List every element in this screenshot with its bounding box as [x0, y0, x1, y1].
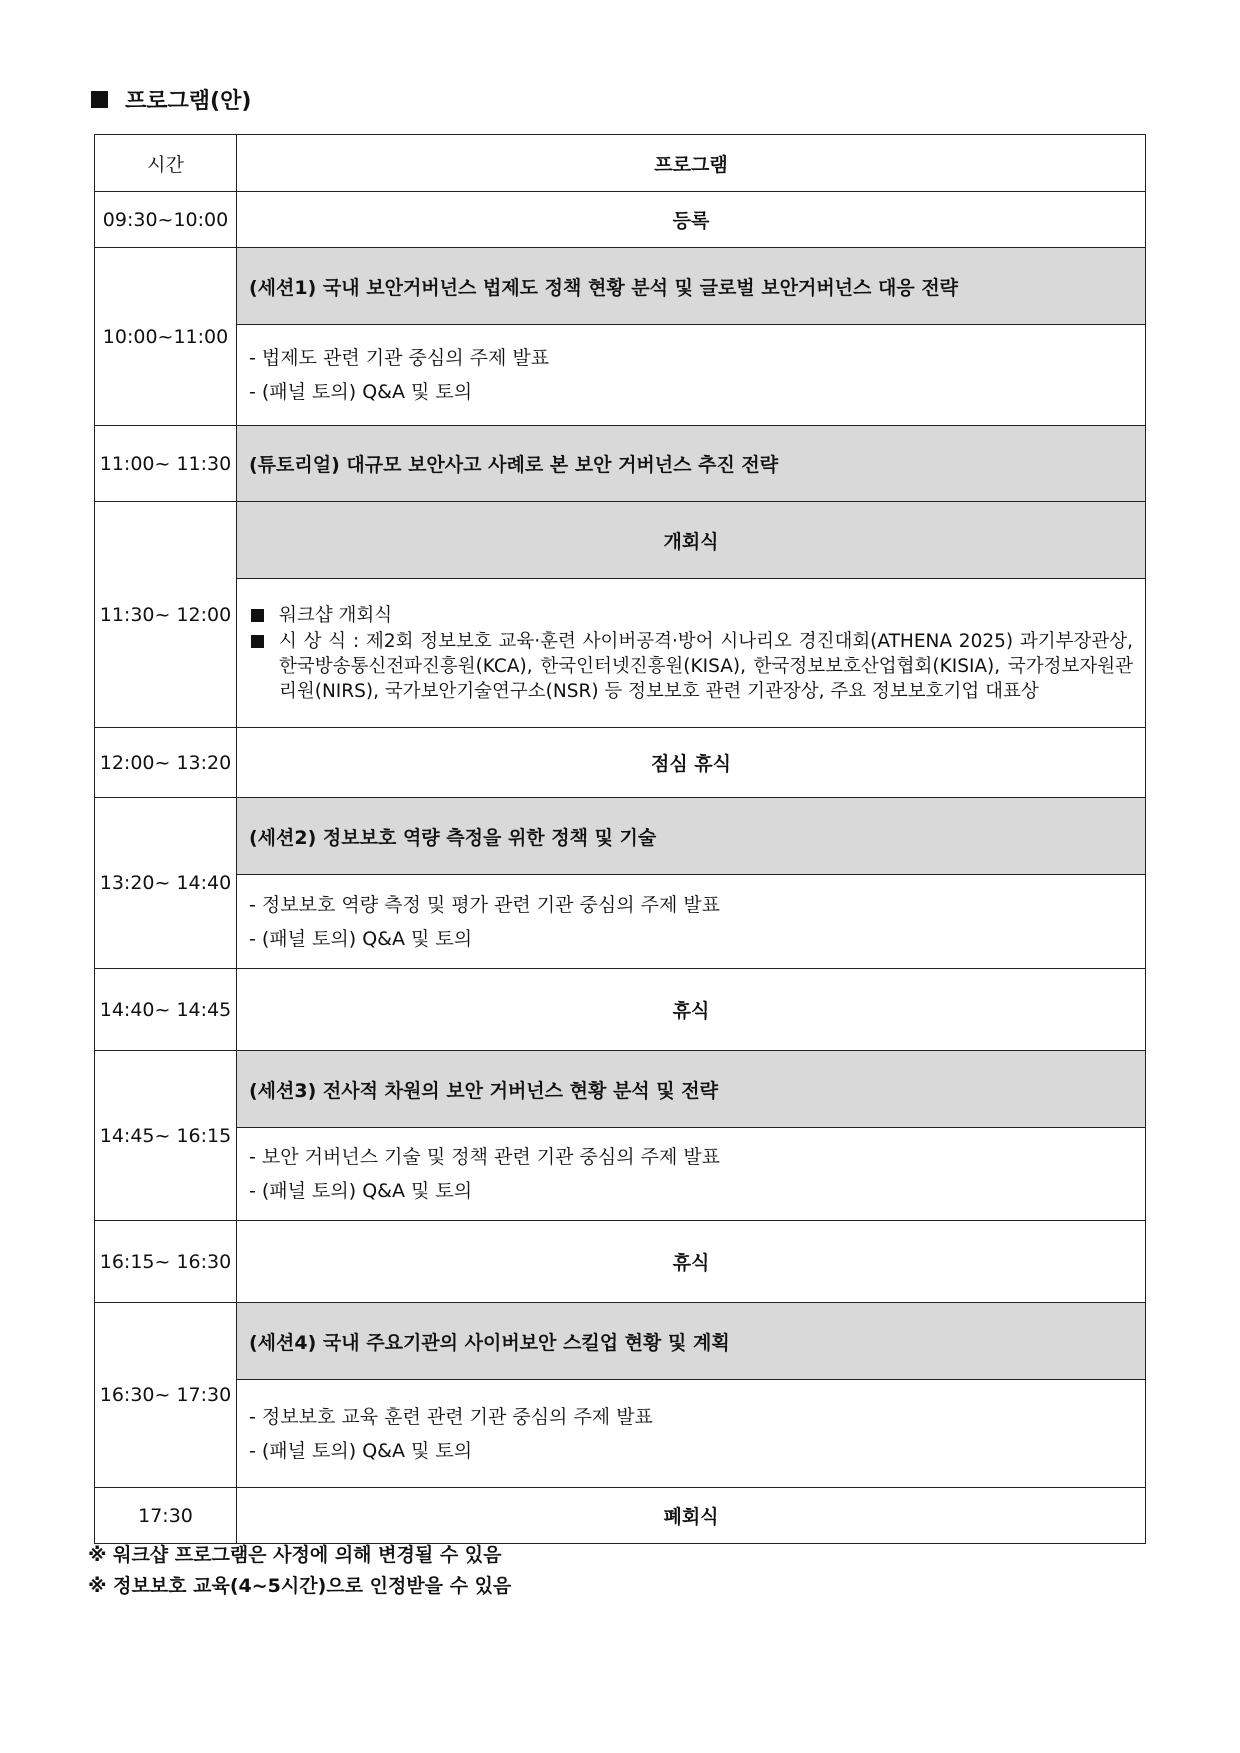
table-row [95, 325, 1146, 426]
row-time: 11:00~ 11:30 [95, 426, 237, 502]
row-title: 점심 휴식 [237, 728, 1146, 798]
list-item: - (패널 토의) Q&A 및 토의 [249, 927, 473, 950]
session-items [237, 875, 1146, 969]
list-item [249, 629, 1133, 704]
session-title: (세션1) 국내 보안거버넌스 법제도 정책 현황 분석 및 글로벌 보안거버넌스 대응 전략 [237, 248, 1146, 325]
session-items [237, 1380, 1146, 1488]
row-title: 휴식 [237, 969, 1146, 1051]
list-item: - (패널 토의) Q&A 및 토의 [249, 1439, 473, 1462]
list-item: - 정보보호 교육 훈련 관련 기관 중심의 주제 발표 [249, 1405, 653, 1428]
table-row [95, 1051, 1146, 1128]
section-title: 프로그램(안) [125, 89, 252, 114]
table-row [95, 1221, 1146, 1303]
square-bullet-icon [251, 609, 264, 622]
row-time: 17:30 [95, 1488, 237, 1544]
row-title: 휴식 [237, 1221, 1146, 1303]
row-time: 11:30~ 12:00 [95, 502, 237, 728]
session-title: 개회식 [237, 502, 1146, 579]
row-time: 13:20~ 14:40 [95, 798, 237, 969]
session-items [237, 325, 1146, 426]
list-item: - (패널 토의) Q&A 및 토의 [249, 381, 473, 403]
table-header-row [95, 135, 1146, 192]
header-time: 시간 [95, 135, 237, 192]
row-time: 14:40~ 14:45 [95, 969, 237, 1051]
list-item: - 정보보호 역량 측정 및 평가 관련 기관 중심의 주제 발표 [249, 893, 721, 916]
page-title [91, 84, 251, 115]
session-title: (튜토리얼) 대규모 보안사고 사례로 본 보안 거버넌스 추진 전략 [237, 426, 1146, 502]
list-item: - (패널 토의) Q&A 및 토의 [249, 1180, 473, 1202]
table-row [95, 1128, 1146, 1221]
table-row [95, 875, 1146, 969]
table-row [95, 1488, 1146, 1544]
row-time: 10:00~11:00 [95, 248, 237, 426]
row-time: 14:45~ 16:15 [95, 1051, 237, 1221]
table-row [95, 1303, 1146, 1380]
list-item: - 보안 거버넌스 기술 및 정책 관련 기관 중심의 주제 발표 [249, 1146, 721, 1168]
table-row [95, 579, 1146, 728]
note-item: ※ 정보보호 교육(4~5시간)으로 인정받을 수 있음 [88, 1575, 512, 1597]
row-title: 폐회식 [237, 1488, 1146, 1544]
list-item-text: 워크샵 개회식 [279, 604, 393, 626]
row-time: 09:30~10:00 [95, 192, 237, 248]
session-title: (세션4) 국내 주요기관의 사이버보안 스킬업 현황 및 계획 [237, 1303, 1146, 1380]
table-row [95, 426, 1146, 502]
table-row [95, 192, 1146, 248]
table-row [95, 502, 1146, 579]
session-title: (세션2) 정보보호 역량 측정을 위한 정책 및 기술 [237, 798, 1146, 875]
session-title: (세션3) 전사적 차원의 보안 거버넌스 현황 분석 및 전략 [237, 1051, 1146, 1128]
row-time: 12:00~ 13:20 [95, 728, 237, 798]
session-items [237, 579, 1146, 728]
table-row [95, 969, 1146, 1051]
list-item [249, 603, 1133, 629]
row-time: 16:30~ 17:30 [95, 1303, 237, 1488]
notes [88, 1540, 511, 1602]
table-row [95, 798, 1146, 875]
list-item-text: 시 상 식 : 제2회 정보보호 교육·훈련 사이버공격·방어 시나리오 경진대회(ATHENA 2025) 과기부장관상, 한국방송통신전파진흥원(KCA), 한국인터넷진흥원(KISA), 한국정보보호산업협회(KISIA), 국가정보자원관리원(NIRS), 국가보안기술연구소(NSR) 등 정보보호 관련 기관장상, 주요 정보보호기업 대표상 [279, 630, 1133, 702]
list-item: - 법제도 관련 기관 중심의 주제 발표 [249, 347, 550, 369]
table-row [95, 248, 1146, 325]
row-title: 등록 [237, 192, 1146, 248]
row-time: 16:15~ 16:30 [95, 1221, 237, 1303]
table-row [95, 1380, 1146, 1488]
session-items [237, 1128, 1146, 1221]
table-row [95, 728, 1146, 798]
header-program: 프로그램 [237, 135, 1146, 192]
square-bullet-icon [251, 635, 264, 648]
square-bullet-icon [91, 91, 108, 108]
note-item: ※ 워크샵 프로그램은 사정에 의해 변경될 수 있음 [88, 1544, 502, 1566]
program-table [94, 134, 1146, 1544]
